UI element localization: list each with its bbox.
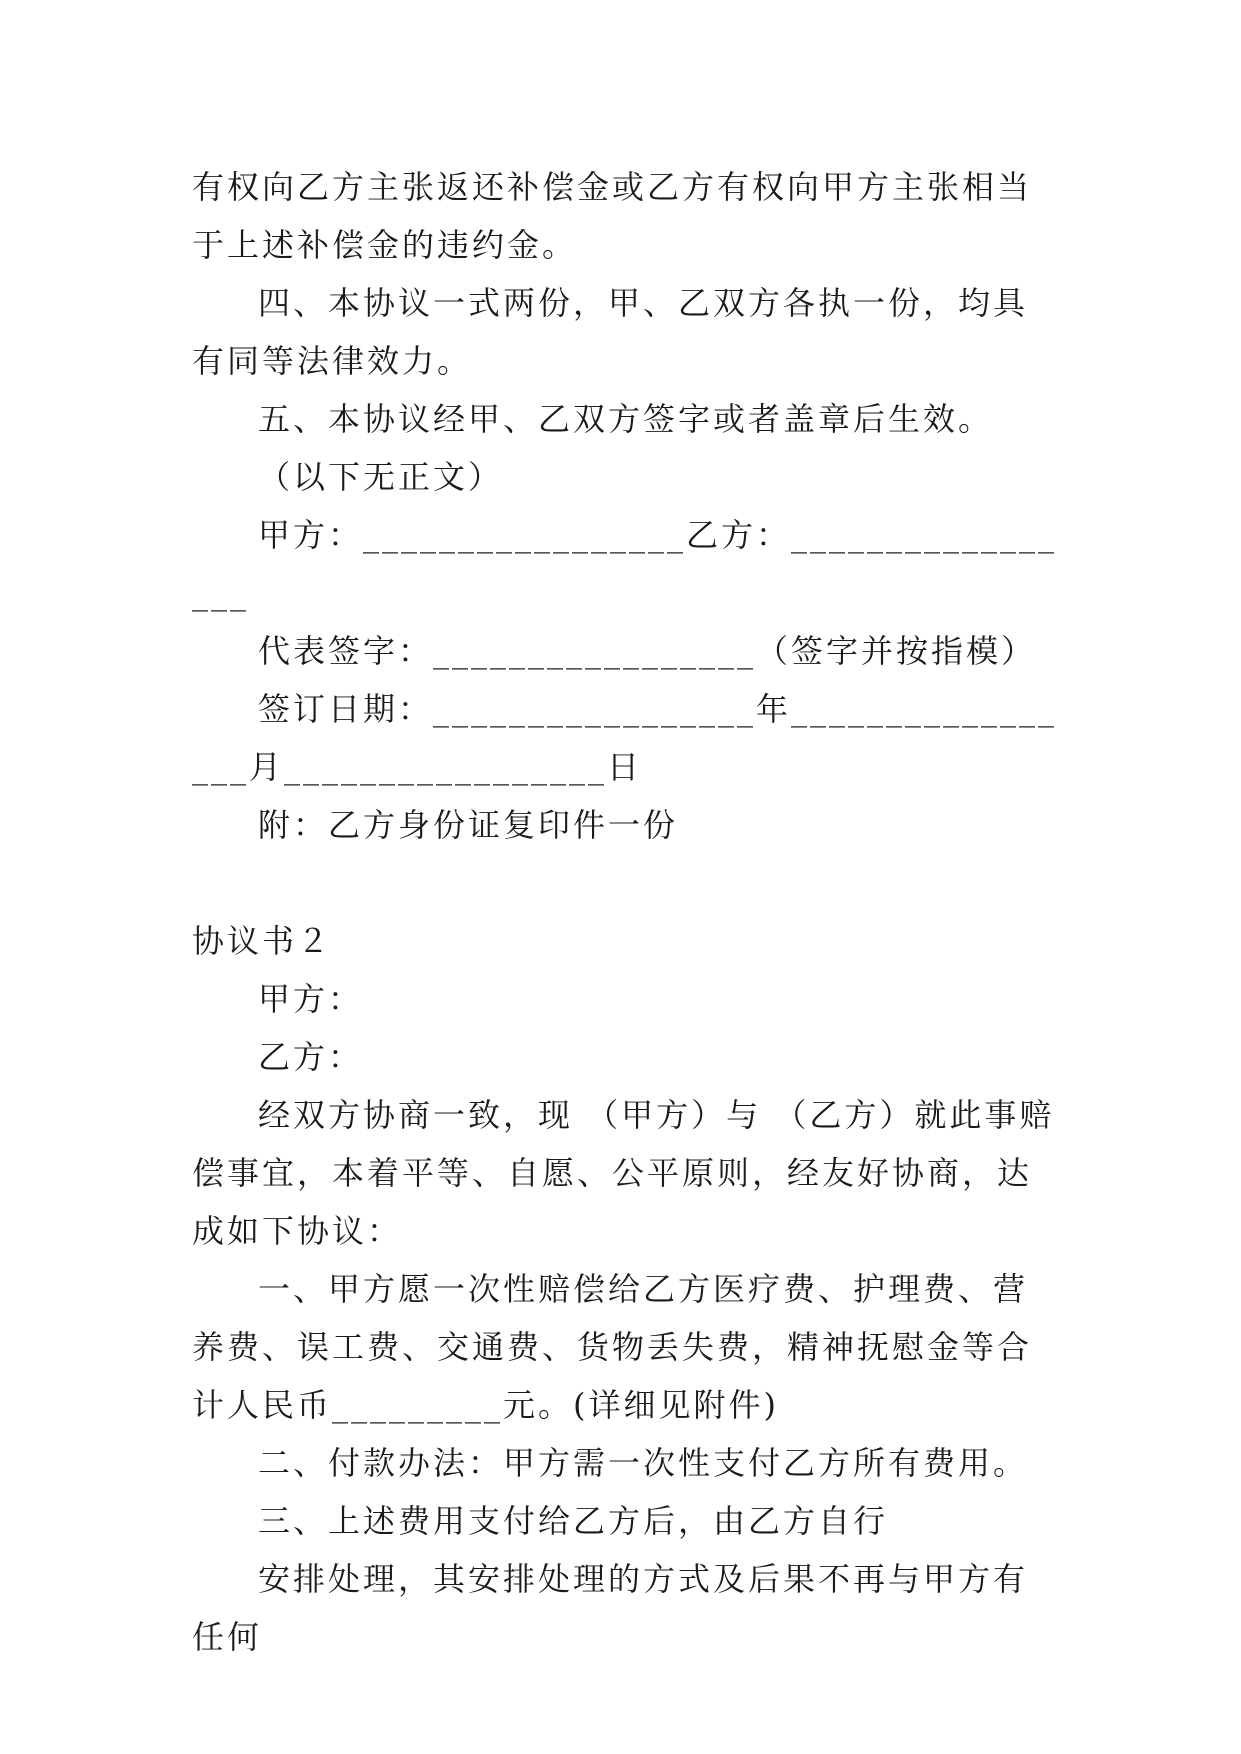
- party-b-line: 乙方：: [258, 1038, 364, 1076]
- signing-date-line: 签订日期：_________________年_________________月_________________日: [192, 690, 1058, 786]
- paragraph-clause-three: 三、上述费用支付给乙方后，由乙方自行: [258, 1502, 889, 1540]
- attachment-note: 附：乙方身份证复印件一份: [258, 806, 679, 844]
- representative-signature-line: 代表签字：_________________（签字并按指模）: [258, 632, 1037, 670]
- section-title: 协议书２: [192, 922, 333, 960]
- paragraph-clause-one: 一、甲方愿一次性赔偿给乙方医疗费、护理费、营养费、误工费、交通费、货物丢失费，精神抚慰金等合计人民币_________元。(详细见附件): [192, 1270, 1033, 1424]
- paragraph-clause-three-continued: 安排处理，其安排处理的方式及后果不再与甲方有任何: [192, 1560, 1029, 1656]
- paragraph-no-more-text: （以下无正文）: [258, 458, 504, 496]
- signature-parties-line: 甲方：_________________乙方：_________________: [192, 516, 1058, 612]
- paragraph-penalty-clause: 有权向乙方主张返还补偿金或乙方有权向甲方主张相当于上述补偿金的违约金。: [192, 168, 1033, 264]
- paragraph-clause-five: 五、本协议经甲、乙双方签字或者盖章后生效。: [258, 400, 994, 438]
- paragraph-clause-two: 二、付款办法：甲方需一次性支付乙方所有费用。: [258, 1444, 1029, 1482]
- paragraph-preamble: 经双方协商一致，现 （甲方）与 （乙方）就此事赔偿事宜，本着平等、自愿、公平原则，经友好协商，达成如下协议：: [192, 1096, 1055, 1250]
- section-spacer: [192, 854, 1058, 912]
- paragraph-clause-four: 四、本协议一式两份，甲、乙双方各执一份，均具有同等法律效力。: [192, 284, 1029, 380]
- party-a-line: 甲方：: [258, 980, 364, 1018]
- document-body: [192, 158, 1058, 1666]
